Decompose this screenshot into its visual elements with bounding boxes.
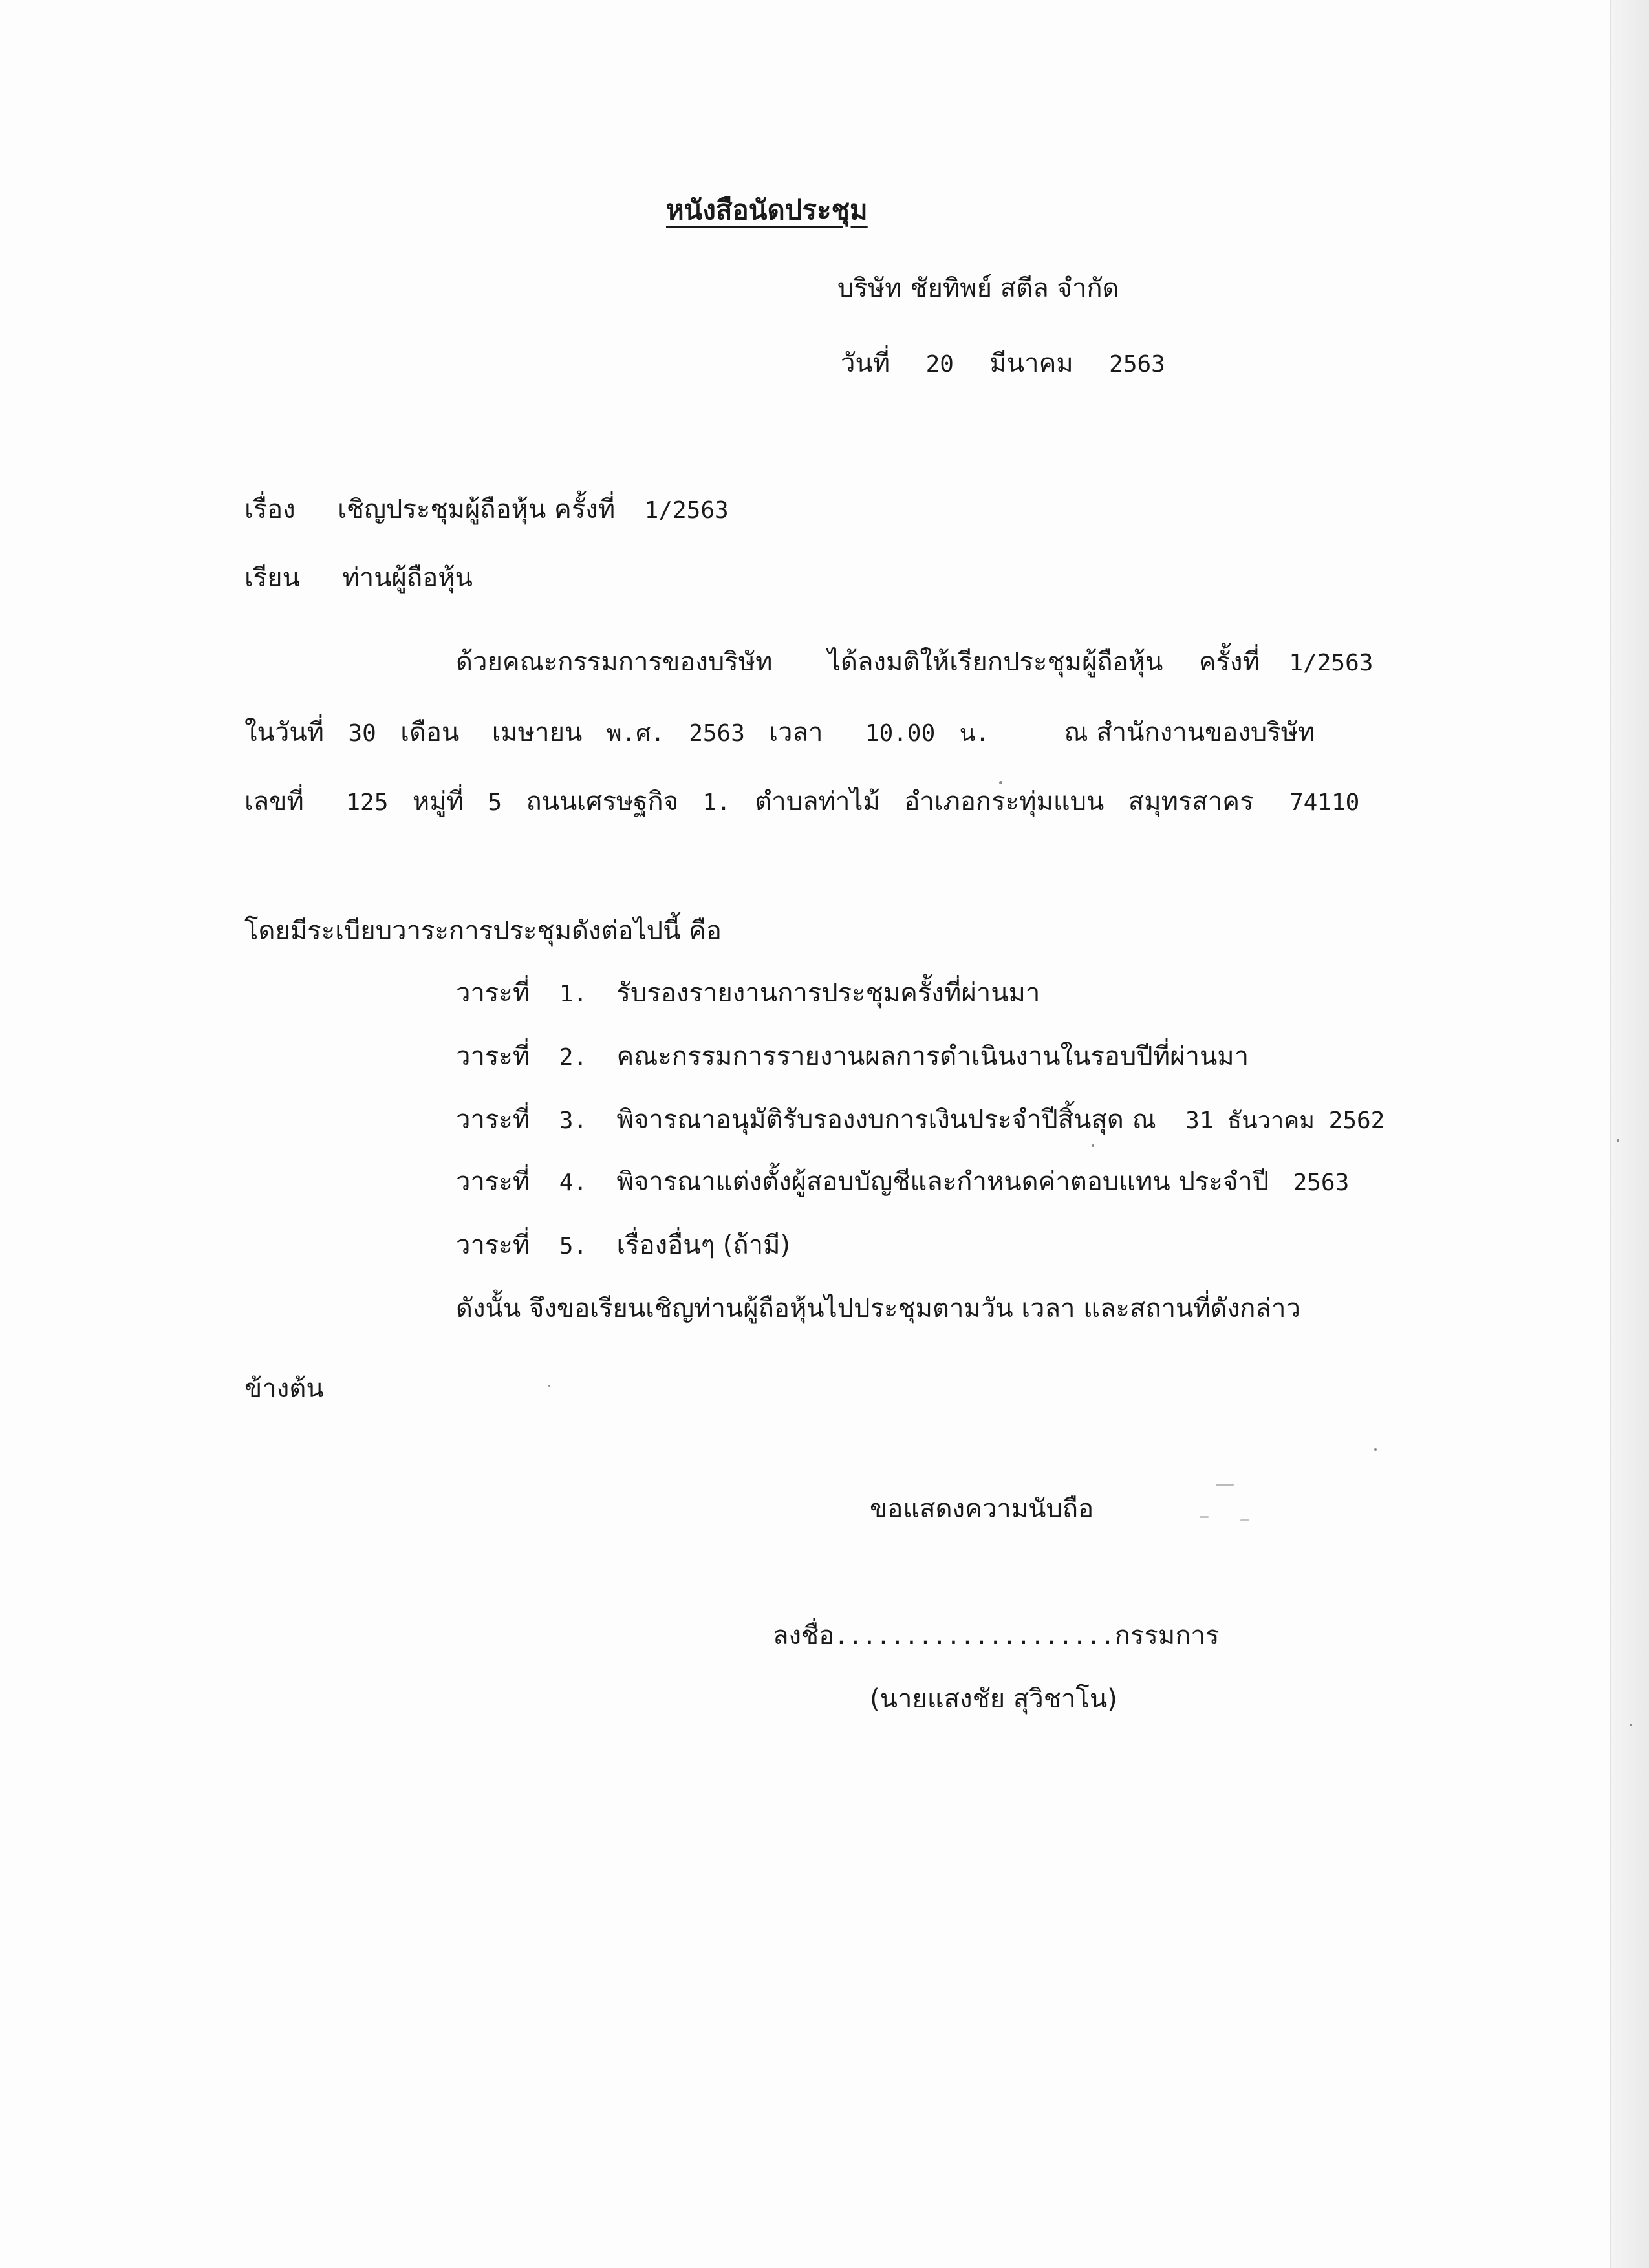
agenda-item-text: คณะกรรมการรายงานผลการดำเนินงานในรอบปีที่ผ่านมา xyxy=(616,1042,1249,1071)
agenda-intro: โดยมีระเบียบวาระการประชุมดังต่อไปนี้ คือ xyxy=(244,916,722,946)
agenda-item-number: 5. xyxy=(559,1233,588,1259)
address-no-label: เลขที่ xyxy=(244,787,304,817)
date-month: มีนาคม xyxy=(989,348,1073,378)
agenda-item-text: เรื่องอื่นๆ (ถ้ามี) xyxy=(616,1230,791,1260)
agenda-item-label: วาระที่ xyxy=(456,1230,530,1260)
subject-line xyxy=(244,491,729,529)
meeting-date-label: ในวันที่ xyxy=(244,718,325,747)
scan-smudge xyxy=(1240,1519,1249,1521)
agenda-item-number: 2. xyxy=(559,1044,588,1071)
recipient-label: เรียน xyxy=(244,563,300,593)
agenda-item-tail: 2563 xyxy=(1293,1170,1350,1196)
agenda-item-number: 4. xyxy=(559,1170,588,1196)
address-postcode: 74110 xyxy=(1289,789,1360,816)
scan-speck xyxy=(1374,1448,1377,1451)
signatory-name: (นายแสงชัย สุวิชาโน) xyxy=(870,1684,1117,1714)
body-line-1 xyxy=(456,644,1373,681)
meeting-year: 2563 xyxy=(689,720,745,747)
signature-role: กรรมการ xyxy=(1114,1621,1220,1651)
subject-label: เรื่อง xyxy=(244,495,296,524)
agenda-item-number: 1. xyxy=(559,981,588,1007)
agenda-item xyxy=(456,1227,790,1265)
body-line-1-text2: ได้ลงมติให้เรียกประชุมผู้ถือหุ้น xyxy=(827,647,1163,677)
address-district: อำเภอกระทุ่มแบน xyxy=(904,787,1105,817)
meeting-month-label: เดือน xyxy=(400,718,460,747)
meeting-day: 30 xyxy=(348,720,376,747)
closing-line: ดังนั้น จึงขอเรียนเชิญท่านผู้ถือหุ้นไปประชุมตามวัน เวลา และสถานที่ดังกล่าว xyxy=(456,1294,1300,1323)
address-moo: 5 xyxy=(488,789,502,816)
address-no: 125 xyxy=(346,789,389,816)
scan-edge xyxy=(1610,0,1649,2268)
meeting-era: พ.ศ. xyxy=(606,720,665,747)
address-subdistrict: ตำบลท่าไม้ xyxy=(755,787,880,817)
meeting-time: 10.00 xyxy=(865,720,936,747)
meeting-time-label: เวลา xyxy=(769,718,823,747)
agenda-item-label: วาระที่ xyxy=(456,1167,530,1197)
meeting-place: ณ สำนักงานของบริษัท xyxy=(1064,718,1315,747)
scan-smudge xyxy=(1200,1516,1209,1518)
body-line-1-text: ด้วยคณะกรรมการของบริษัท xyxy=(456,647,773,677)
body-line-1-number: 1/2563 xyxy=(1289,650,1374,676)
closing-tail: ข้างต้น xyxy=(244,1374,324,1404)
signature-dots: .................... xyxy=(834,1623,1115,1650)
scan-speck xyxy=(1092,1144,1094,1147)
body-line-1-count-label: ครั้งที่ xyxy=(1198,647,1260,677)
agenda-item xyxy=(456,1164,1349,1201)
agenda-item-number: 3. xyxy=(559,1107,588,1134)
regards: ขอแสดงความนับถือ xyxy=(870,1494,1094,1524)
company-name: บริษัท ชัยทิพย์ สตีล จำกัด xyxy=(837,273,1119,303)
address-road: ถนนเศรษฐกิจ xyxy=(526,787,679,817)
subject-number: 1/2563 xyxy=(644,497,729,524)
signature-prefix: ลงชื่อ xyxy=(773,1621,835,1651)
date-day: 20 xyxy=(925,351,954,378)
agenda-item-text: รับรองรายงานการประชุมครั้งที่ผ่านมา xyxy=(616,978,1040,1008)
agenda-item xyxy=(456,975,1040,1012)
agenda-item xyxy=(456,1102,1385,1139)
scan-speck xyxy=(999,781,1002,784)
address-road-no: 1. xyxy=(702,789,731,816)
agenda-item-text: พิจารณาแต่งตั้งผู้สอบบัญชีและกำหนดค่าตอบแทน ประจำปี xyxy=(616,1167,1269,1197)
scan-speck xyxy=(1630,1724,1632,1726)
address-province: สมุทรสาคร xyxy=(1128,787,1254,817)
date-label: วันที่ xyxy=(841,348,890,378)
signature-line xyxy=(773,1618,1219,1655)
body-line-3 xyxy=(244,784,1359,821)
agenda-item-label: วาระที่ xyxy=(456,1105,530,1135)
agenda-item-tail: 31 ธันวาคม 2562 xyxy=(1185,1107,1385,1134)
address-moo-label: หมู่ที่ xyxy=(412,787,464,817)
recipient-line xyxy=(244,560,473,596)
recipient-text: ท่านผู้ถือหุ้น xyxy=(342,563,473,593)
date-year: 2563 xyxy=(1109,351,1165,378)
agenda-item-label: วาระที่ xyxy=(456,1042,530,1071)
scan-speck xyxy=(548,1385,550,1387)
meeting-time-unit: น. xyxy=(959,720,989,747)
document-date xyxy=(841,345,1165,383)
body-line-2 xyxy=(244,714,1315,752)
agenda-item-label: วาระที่ xyxy=(456,978,530,1008)
scan-smudge xyxy=(1216,1484,1234,1486)
scan-speck xyxy=(1617,1139,1619,1142)
agenda-item-text: พิจารณาอนุมัติรับรองงบการเงินประจำปีสิ้นสุด ณ xyxy=(616,1105,1156,1135)
subject-text: เชิญประชุมผู้ถือหุ้น ครั้งที่ xyxy=(338,495,616,524)
meeting-month: เมษายน xyxy=(491,718,583,747)
document-title: หนังสือนัดประชุม xyxy=(666,194,868,226)
agenda-item xyxy=(456,1038,1249,1076)
